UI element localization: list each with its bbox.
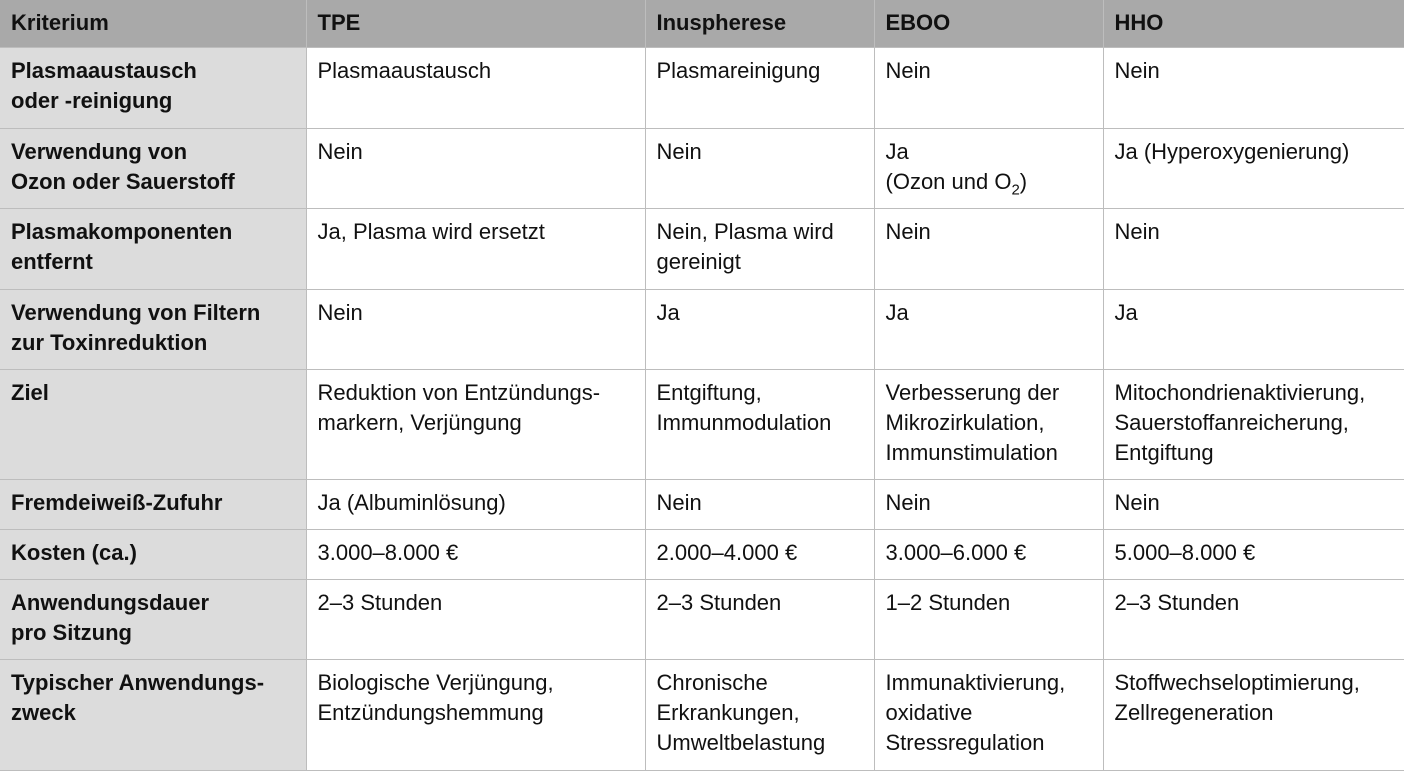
row-label: Plasmaaustausch oder -reinigung [0, 47, 306, 128]
table-cell: Nein, Plasma wird gereinigt [645, 208, 874, 289]
header-kriterium: Kriterium [0, 0, 306, 47]
table-cell: Nein [1103, 47, 1404, 128]
table-row [0, 369, 1404, 479]
table-row [0, 659, 1404, 770]
table-cell: 1–2 Stunden [874, 579, 1103, 659]
row-label: Kosten (ca.) [0, 529, 306, 579]
table-cell: Chronische Erkrankungen, Umweltbelastung [645, 659, 874, 770]
table-cell: Ja (Hyperoxygenierung) [1103, 128, 1404, 208]
row-label: Typischer Anwendungs- zweck [0, 659, 306, 770]
table-row [0, 128, 1404, 208]
table-cell: Plasmareinigung [645, 47, 874, 128]
ozone-close: ) [1019, 168, 1028, 194]
table-cell: Ja (Albuminlösung) [306, 479, 645, 529]
table-cell: Stoffwechseloptimierung, Zellregeneration [1103, 659, 1404, 770]
table-cell: Biologische Verjüngung, Entzündungshemmung [306, 659, 645, 770]
table-row [0, 479, 1404, 529]
ozone-text: Ja (Ozon und O [885, 138, 1012, 194]
row-label: Ziel [0, 369, 306, 479]
table-cell: 2–3 Stunden [1103, 579, 1404, 659]
table-row [0, 208, 1404, 289]
table-cell: 3.000–8.000 € [306, 529, 645, 579]
table-cell: Nein [645, 128, 874, 208]
table-cell: Nein [874, 479, 1103, 529]
header-inuspherese: Inuspherese [645, 0, 874, 47]
row-label: Fremdeiweiß-Zufuhr [0, 479, 306, 529]
table-cell: Ja [1103, 289, 1404, 369]
header-eboo: EBOO [874, 0, 1103, 47]
row-label: Verwendung von Filtern zur Toxinreduktion [0, 289, 306, 369]
table-cell: Mitochondrienaktivierung, Sauerstoffanreicherung, Entgiftung [1103, 369, 1404, 479]
table-cell: Nein [874, 208, 1103, 289]
table-cell: 5.000–8.000 € [1103, 529, 1404, 579]
row-label: Plasmakomponenten entfernt [0, 208, 306, 289]
table-row [0, 47, 1404, 128]
table-cell: Nein [1103, 479, 1404, 529]
table-cell: Nein [874, 47, 1103, 128]
table-cell: 2–3 Stunden [306, 579, 645, 659]
table-cell: Nein [306, 128, 645, 208]
header-tpe: TPE [306, 0, 645, 47]
table-row [0, 579, 1404, 659]
table-cell: Ja [645, 289, 874, 369]
table-cell: Ja, Plasma wird ersetzt [306, 208, 645, 289]
table-cell: Reduktion von Entzündungs- markern, Verjüngung [306, 369, 645, 479]
table-cell: Entgiftung, Immunmodulation [645, 369, 874, 479]
table-cell: Ja [874, 289, 1103, 369]
table-cell: Verbesserung der Mikrozirkulation, Immunstimulation [874, 369, 1103, 479]
table-cell: 3.000–6.000 € [874, 529, 1103, 579]
header-row [0, 0, 1404, 47]
row-label: Verwendung von Ozon oder Sauerstoff [0, 128, 306, 208]
header-hho: HHO [1103, 0, 1404, 47]
table-cell: 2–3 Stunden [645, 579, 874, 659]
row-label: Anwendungsdauer pro Sitzung [0, 579, 306, 659]
table-cell: Plasmaaustausch [306, 47, 645, 128]
table-row [0, 289, 1404, 369]
table-cell: Nein [1103, 208, 1404, 289]
table-cell [874, 128, 1103, 208]
table-row [0, 529, 1404, 579]
table-cell: Immunaktivierung, oxidative Stressregulation [874, 659, 1103, 770]
table-cell: Nein [306, 289, 645, 369]
o2-subscript: 2 [1011, 180, 1020, 198]
table-cell: 2.000–4.000 € [645, 529, 874, 579]
table-cell: Nein [645, 479, 874, 529]
